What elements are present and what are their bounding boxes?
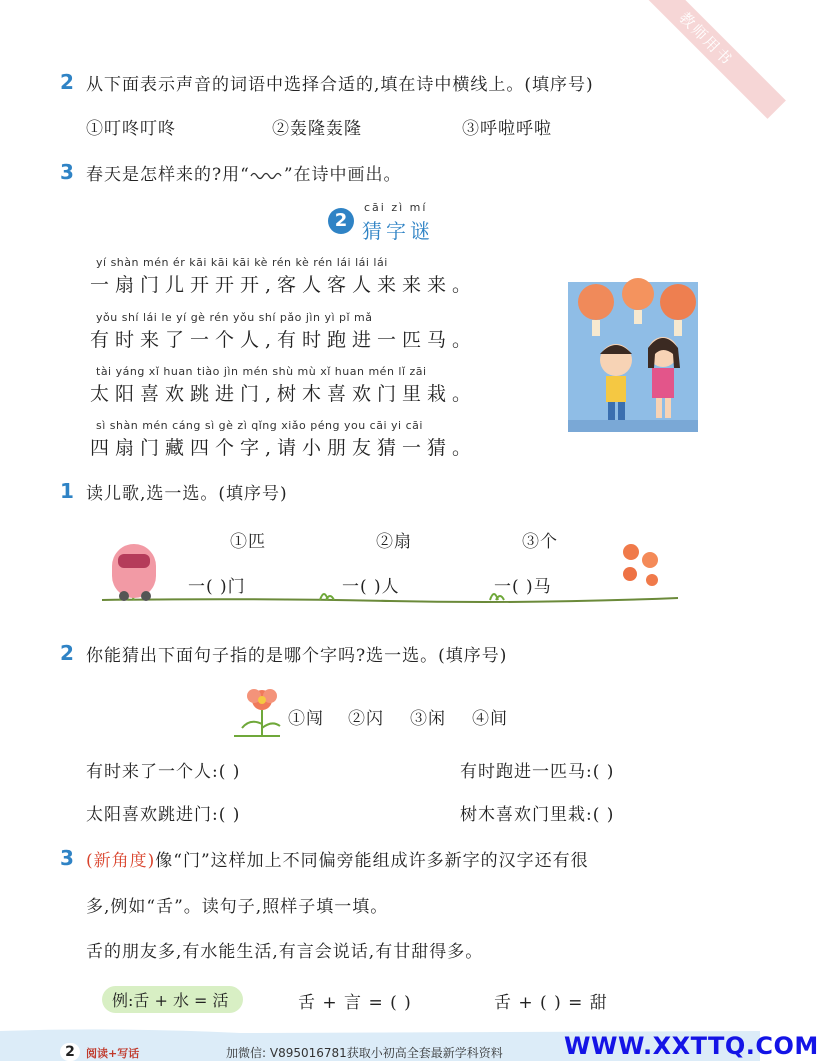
brand-logo: 阅读+写话	[86, 1047, 140, 1060]
option-item: ②轰隆轰隆	[272, 119, 362, 139]
fill-blank[interactable]: 一( )门	[188, 577, 246, 597]
question-text: 你能猜出下面句子指的是哪个字吗?选一选。(填序号)	[86, 646, 508, 666]
question-text: 从下面表示声音的词语中选择合适的,填在诗中横线上。(填序号)	[86, 75, 594, 95]
poem-pinyin: yǒu shí lái le yí gè rén yǒu shí pǎo jìn yì pǐ mǎ	[96, 311, 373, 324]
example-pill	[102, 986, 243, 1013]
question-text-before: 春天是怎样来的?用“	[86, 165, 250, 185]
section-title: 猜字谜	[362, 219, 434, 243]
poem-line: 四扇门藏四个字,请小朋友猜一猜。	[90, 437, 478, 459]
poem-line: 太阳喜欢跳进门,树木喜欢门里栽。	[90, 383, 478, 405]
option-item: ①匹	[230, 532, 266, 552]
poem-pinyin: sì shàn mén cáng sì gè zì qǐng xiǎo péng you cāi yi cāi	[96, 419, 423, 432]
new-angle-tag: (新角度)	[86, 851, 156, 871]
question-number: 1	[60, 479, 74, 503]
example-sentence: 舌的朋友多,有水能生活,有言会说话,有甘甜得多。	[86, 942, 484, 962]
option-item: ③个	[522, 532, 558, 552]
poem-line: 一扇门儿开开开,客人客人来来来。	[90, 274, 478, 296]
poem-line: 有时来了一个人,有时跑进一匹马。	[90, 329, 478, 351]
site-watermark: WWW.XXTTQ.COM	[564, 1032, 819, 1060]
fill-blank[interactable]: 有时跑进一匹马:( )	[460, 762, 615, 782]
example-text: 例:舌 + 水 = 活	[112, 991, 229, 1010]
fill-blank[interactable]: 一( )人	[342, 577, 400, 597]
question-text-line1: 像“门”这样加上不同偏旁能组成许多新字的汉字还有很	[155, 851, 589, 871]
fill-blank[interactable]: 舌 + ( ) = 甜	[494, 993, 608, 1013]
option-item: ②闪	[348, 709, 384, 729]
flower-icon	[232, 684, 282, 738]
fill-blank[interactable]: 太阳喜欢跳进门:( )	[86, 805, 241, 825]
fill-blank[interactable]: 舌 + 言 = ( )	[298, 993, 412, 1013]
lantern-kids-illustration	[568, 282, 698, 432]
section-title-pinyin: cāi zì mí	[364, 201, 428, 214]
question-text	[86, 846, 589, 871]
fill-blank[interactable]: 有时来了一个人:( )	[86, 762, 241, 782]
teacher-edition-corner-tag: 教师用书	[626, 0, 786, 119]
question-text	[86, 160, 402, 185]
fill-blank[interactable]: 一( )马	[494, 577, 552, 597]
fill-blank[interactable]: 树木喜欢门里栽:( )	[460, 805, 615, 825]
question-number: 3	[60, 160, 74, 184]
poem-pinyin: tài yáng xǐ huan tiào jìn mén shù mù xǐ huan mén lǐ zāi	[96, 365, 427, 378]
wavy-line-icon	[250, 170, 284, 182]
question-text-line2: 多,例如“舌”。读句子,照样子填一填。	[86, 897, 389, 917]
section-number-badge: 2	[328, 208, 354, 234]
option-item: ③呼啦呼啦	[462, 119, 552, 139]
option-item: ②扇	[376, 532, 412, 552]
option-item: ④间	[472, 709, 508, 729]
footer-note: 加微信: V895016781获取小初高全套最新学科资料	[226, 1046, 503, 1060]
option-item: ③闲	[410, 709, 446, 729]
question-number: 2	[60, 70, 74, 94]
question-text-after: ”在诗中画出。	[283, 165, 402, 185]
option-item: ①闯	[288, 709, 324, 729]
question-number: 3	[60, 846, 74, 870]
page-number: 2	[60, 1043, 80, 1061]
question-text: 读儿歌,选一选。(填序号)	[86, 484, 288, 504]
poem-pinyin: yí shàn mén ér kāi kāi kāi kè rén kè rén lái lái lái	[96, 256, 388, 269]
question-number: 2	[60, 641, 74, 665]
option-item: ①叮咚叮咚	[86, 119, 176, 139]
